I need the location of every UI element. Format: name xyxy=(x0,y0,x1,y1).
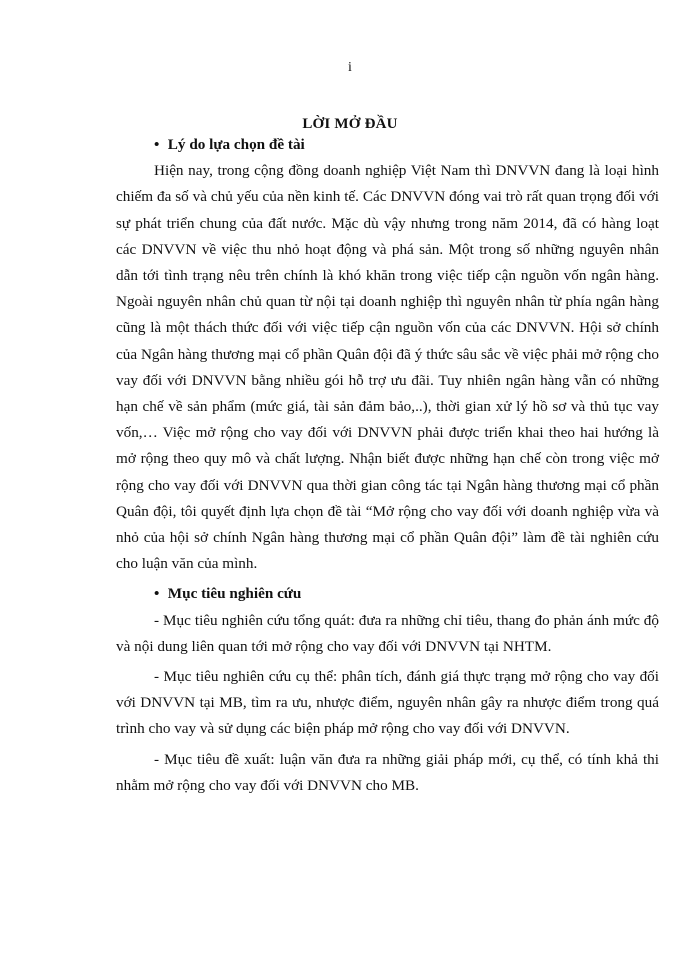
section-heading xyxy=(116,581,659,607)
section-heading-text: Mục tiêu nghiên cứu xyxy=(167,585,302,603)
section-objectives xyxy=(116,581,659,799)
document-body xyxy=(116,132,659,799)
section-heading xyxy=(116,132,659,158)
paragraph: - Mục tiêu nghiên cứu cụ thể: phân tích, đánh giá thực trạng mở rộng cho vay đối với DNVVN tại MB, tìm ra ưu, nhược điểm, nguyên nhân gây ra nhược điểm trong quá trình cho vay và sử dụng các biện pháp mở rộng cho vay đối với DNVVN. xyxy=(116,668,659,738)
section-heading-text: Lý do lựa chọn đề tài xyxy=(167,136,305,153)
paragraph: - Mục tiêu đề xuất: luận văn đưa ra những giải pháp mới, cụ thể, có tính khả thi nhằm mở rộng cho vay đối với DNVVN cho MB. xyxy=(116,750,659,794)
paragraph: Hiện nay, trong cộng đồng doanh nghiệp Việt Nam thì DNVVN đang là loại hình chiếm đa số và chủ yếu của nền kinh tế. Các DNVVN đóng vai trò rất quan trọng đối với sự phát triển chung của đất nước. Mặc dù vậy nhưng trong năm 2014, đã có hàng loạt các DNVVN về việc thu nhỏ hoạt động và phá sản. Một trong số những nguyên nhân dẫn tới tình trạng nêu trên chính là khó khăn trong việc tiếp cận nguồn vốn ngân hàng. Ngoài nguyên nhân chủ quan từ nội tại doanh nghiệp thì nguyên nhân từ phía ngân hàng cũng là một thách thức đối với việc tiếp cận nguồn vốn của các DNVVN. Hội sở chính của Ngân hàng thương mại cổ phần Quân đội đã ý thức sâu sắc về việc phải mở rộng cho vay đối với DNVVN bằng nhiều gói hỗ trợ ưu đãi. Tuy nhiên ngân hàng vẫn có những hạn chế về sản phẩm (mức giá, tài sản đảm bảo,..), thời gian xử lý hồ sơ và thủ tục vay vốn,… Việc mở rộng cho vay đối với DNVVN phải được triển khai theo hai hướng là mở rộng theo quy mô và chất lượng. Nhận biết được những hạn chế còn trong việc mở rộng cho vay đối với DNVVN qua thời gian công tác tại Ngân hàng thương mại cổ phần Quân đội, tôi quyết định lựa chọn đề tài “Mở rộng cho vay đối với doanh nghiệp vừa và nhỏ của hội sở chính Ngân hàng thương mại cổ phần Quân đội” làm đề tài nghiên cứu cho luận văn của mình. xyxy=(116,162,659,573)
section-reason xyxy=(116,132,659,577)
bullet-icon: • xyxy=(154,585,160,603)
page-title: LỜI MỞ ĐẦU xyxy=(302,116,398,132)
page-number: i xyxy=(348,60,352,75)
paragraph: - Mục tiêu nghiên cứu tổng quát: đưa ra những chỉ tiêu, thang đo phản ánh mức độ và nội dung liên quan tới mở rộng cho vay đối với DNVVN tại NHTM. xyxy=(116,611,659,655)
bullet-icon: • xyxy=(154,136,160,153)
